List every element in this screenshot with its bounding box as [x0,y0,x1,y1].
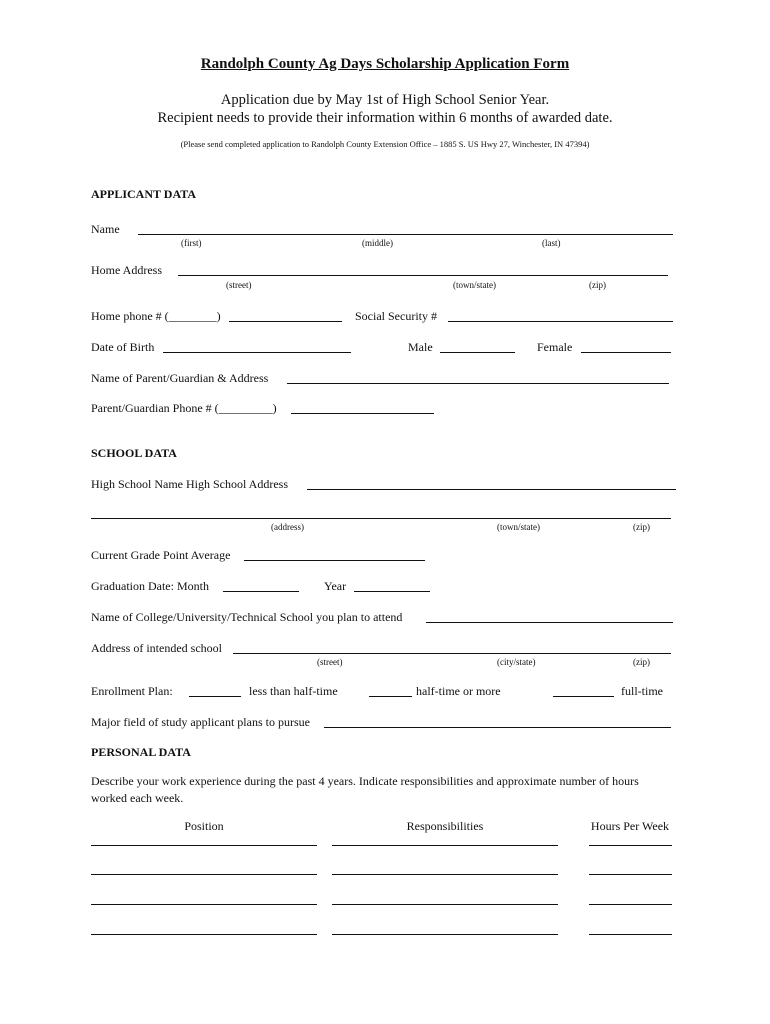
male-underline [440,352,515,353]
recipient-info-line: Recipient needs to provide their information within 6 months of awarded date. [157,110,613,126]
zip-caption: (zip) [589,280,606,290]
work-experience-instructions: Describe your work experience during the past 4 years. Indicate responsibilities and approximate number of hours [91,774,639,788]
ssn-underline [448,321,673,322]
personal-data-heading: PERSONAL DATA [91,745,191,759]
gpa-underline [244,560,425,561]
home-address-underline [178,275,668,276]
gpa-label: Current Grade Point Average [91,548,231,562]
home-phone-underline [229,321,342,322]
intended-street-caption: (street) [317,657,343,667]
full-time-label: full-time [621,684,663,698]
less-than-half-time-label: less than half-time [249,684,338,698]
high-school-label: High School Name High School Address [91,477,288,491]
parent-phone-underline [291,413,434,414]
intended-address-underline [233,653,671,654]
grad-month-input[interactable] [225,574,297,590]
home-phone-label: Home phone # (________) [91,309,221,323]
male-label: Male [408,340,433,354]
first-caption: (first) [181,238,202,248]
parent-name-label: Name of Parent/Guardian & Address [91,371,269,385]
middle-caption: (middle) [362,238,393,248]
applicant-data-heading: APPLICANT DATA [91,187,197,201]
position-line-2[interactable] [91,874,317,875]
due-date-line: Application due by May 1st of High School Senior Year. [220,92,550,108]
mailing-note: (Please send completed application to Randolph County Extension Office – 1885 S. US Hwy 27, Winchester, IN 47394) [180,139,590,149]
last-caption: (last) [542,238,561,248]
college-input[interactable] [428,605,671,621]
female-label: Female [537,340,573,354]
responsibilities-line-2[interactable] [332,874,558,875]
ssn-input[interactable] [450,304,671,320]
parent-phone-input[interactable] [293,396,432,412]
parent-name-input[interactable] [289,366,667,382]
hs-address-underline [307,489,676,490]
position-line-1[interactable] [91,845,317,846]
responsibilities-column-header: Responsibilities [406,819,484,833]
responsibilities-line-1[interactable] [332,845,558,846]
enroll-less-underline [189,696,241,697]
parent-name-underline [287,383,669,384]
name-input[interactable] [140,217,670,233]
street-caption: (street) [226,280,252,290]
home-address-input[interactable] [180,258,666,274]
responsibilities-line-3[interactable] [332,904,558,905]
school-zip-caption: (zip) [633,522,650,532]
half-time-or-more-label: half-time or more [416,684,501,698]
position-column-header: Position [184,819,224,833]
school-town-state-caption: (town/state) [497,522,540,532]
hours-line-1[interactable] [589,845,672,846]
grad-month-label: Graduation Date: Month [91,579,209,593]
grad-year-input[interactable] [356,574,428,590]
major-underline [324,727,671,728]
female-underline [581,352,671,353]
dob-label: Date of Birth [91,340,155,354]
gpa-input[interactable] [246,543,423,559]
hs-address-input-2[interactable] [93,501,669,517]
enroll-full-input[interactable] [555,679,612,695]
form-title: Randolph County Ag Days Scholarship Application Form [200,56,570,72]
major-input[interactable] [326,710,669,726]
enroll-half-input[interactable] [371,679,410,695]
grad-year-underline [354,591,430,592]
school-data-heading: SCHOOL DATA [91,446,177,460]
intended-address-input[interactable] [235,636,669,652]
enroll-less-input[interactable] [191,679,239,695]
male-input[interactable] [442,335,514,351]
intended-city-state-caption: (city/state) [497,657,536,667]
name-underline [138,234,673,235]
grad-year-label: Year [324,579,347,593]
intended-zip-caption: (zip) [633,657,650,667]
work-experience-instructions-2: worked each week. [91,791,184,805]
home-address-label: Home Address [91,263,162,277]
hs-address-underline-2 [91,518,671,519]
hours-line-4[interactable] [589,934,672,935]
position-line-4[interactable] [91,934,317,935]
home-phone-input[interactable] [231,304,341,320]
hours-line-2[interactable] [589,874,672,875]
position-line-3[interactable] [91,904,317,905]
enroll-full-underline [553,696,614,697]
major-label: Major field of study applicant plans to pursue [91,715,310,729]
college-label: Name of College/University/Technical School you plan to attend [91,610,403,624]
parent-phone-label: Parent/Guardian Phone # (_________) [91,401,277,415]
college-underline [426,622,673,623]
hours-per-week-column-header: Hours Per Week [590,819,670,833]
address-caption: (address) [271,522,304,532]
dob-input[interactable] [165,335,349,351]
responsibilities-line-4[interactable] [332,934,558,935]
dob-underline [163,352,351,353]
ssn-label: Social Security # [355,309,437,323]
female-input[interactable] [583,335,669,351]
hs-address-input[interactable] [309,472,674,488]
town-state-caption: (town/state) [453,280,496,290]
enroll-half-underline [369,696,412,697]
grad-month-underline [223,591,299,592]
intended-address-label: Address of intended school [91,641,222,655]
name-label: Name [91,222,120,236]
hours-line-3[interactable] [589,904,672,905]
enrollment-plan-label: Enrollment Plan: [91,684,173,698]
